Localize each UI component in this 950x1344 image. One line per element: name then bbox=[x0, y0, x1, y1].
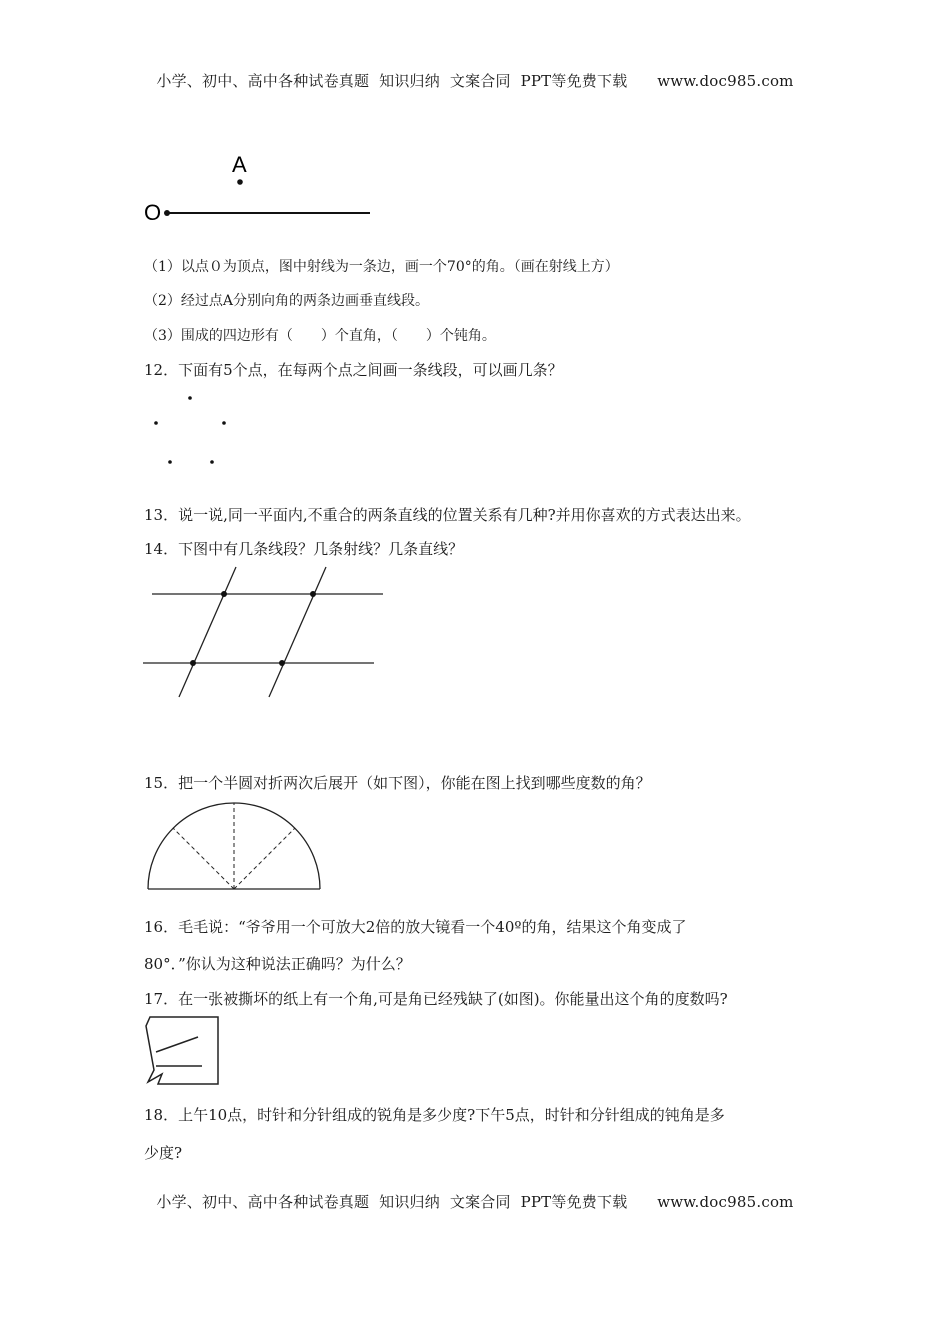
right-slanted-line bbox=[269, 567, 326, 697]
dot-5 bbox=[210, 460, 214, 464]
q18-line2: 少度? bbox=[144, 1144, 183, 1162]
intersection-dot bbox=[279, 660, 285, 666]
intersection-dot bbox=[310, 591, 316, 597]
fold-line-right bbox=[234, 828, 295, 889]
q11-part3: （3）围成的四边形有（ ）个直角，（ ）个钝角。 bbox=[144, 328, 496, 344]
dot-1 bbox=[188, 396, 192, 400]
q16-line2: 80°．”你认为这种说法正确吗？为什么？ bbox=[144, 955, 411, 973]
point-a bbox=[237, 179, 243, 185]
fold-line-left bbox=[173, 828, 234, 889]
q15-text: 15．把一个半圆对折两次后展开（如下图），你能在图上找到哪些度数的角？ bbox=[144, 774, 651, 792]
q13-text: 13．说一说,同一平面内,不重合的两条直线的位置关系有几种?并用你喜欢的方式表达出来。 bbox=[144, 506, 751, 524]
dot-2 bbox=[154, 421, 158, 425]
q18-line1: 18．上午10点，时针和分针组成的锐角是多少度?下午5点，时针和分针组成的钝角是多 bbox=[144, 1106, 725, 1124]
page-footer: 小学、初中、高中各种试卷真题 知识归纳 文案合同 PPT等免费下载 www.doc985.com bbox=[156, 1193, 794, 1211]
semicircle-figure bbox=[140, 800, 330, 895]
label-o: O bbox=[144, 200, 162, 225]
five-points-figure bbox=[140, 390, 240, 470]
ray-figure bbox=[140, 148, 380, 228]
intersection-dot bbox=[221, 591, 227, 597]
dot-4 bbox=[168, 460, 172, 464]
q11-part2: （2）经过点A分别向角的两条边画垂直线段。 bbox=[144, 293, 430, 309]
q12-text: 12．下面有5个点，在每两个点之间画一条线段，可以画几条？ bbox=[144, 361, 563, 379]
q14-text: 14．下图中有几条线段？几条射线？几条直线？ bbox=[144, 540, 464, 558]
torn-paper-figure bbox=[140, 1014, 225, 1089]
torn-paper-outline bbox=[146, 1017, 218, 1084]
angle-side-upper bbox=[156, 1037, 198, 1052]
dot-3 bbox=[222, 421, 226, 425]
lines-figure bbox=[140, 565, 390, 700]
label-a: A bbox=[232, 152, 247, 177]
intersection-dot bbox=[190, 660, 196, 666]
page-header: 小学、初中、高中各种试卷真题 知识归纳 文案合同 PPT等免费下载 www.doc985.com bbox=[156, 72, 794, 90]
left-slanted-line bbox=[179, 567, 236, 697]
q11-part1: （1）以点０为顶点，图中射线为一条边，画一个70°的角。（画在射线上方） bbox=[144, 259, 619, 275]
q17-text: 17．在一张被撕坏的纸上有一个角,可是角已经残缺了(如图)。你能量出这个角的度数吗? bbox=[144, 990, 728, 1008]
q16-line1: 16．毛毛说：“爷爷用一个可放大2倍的放大镜看一个40º的角，结果这个角变成了 bbox=[144, 918, 687, 936]
